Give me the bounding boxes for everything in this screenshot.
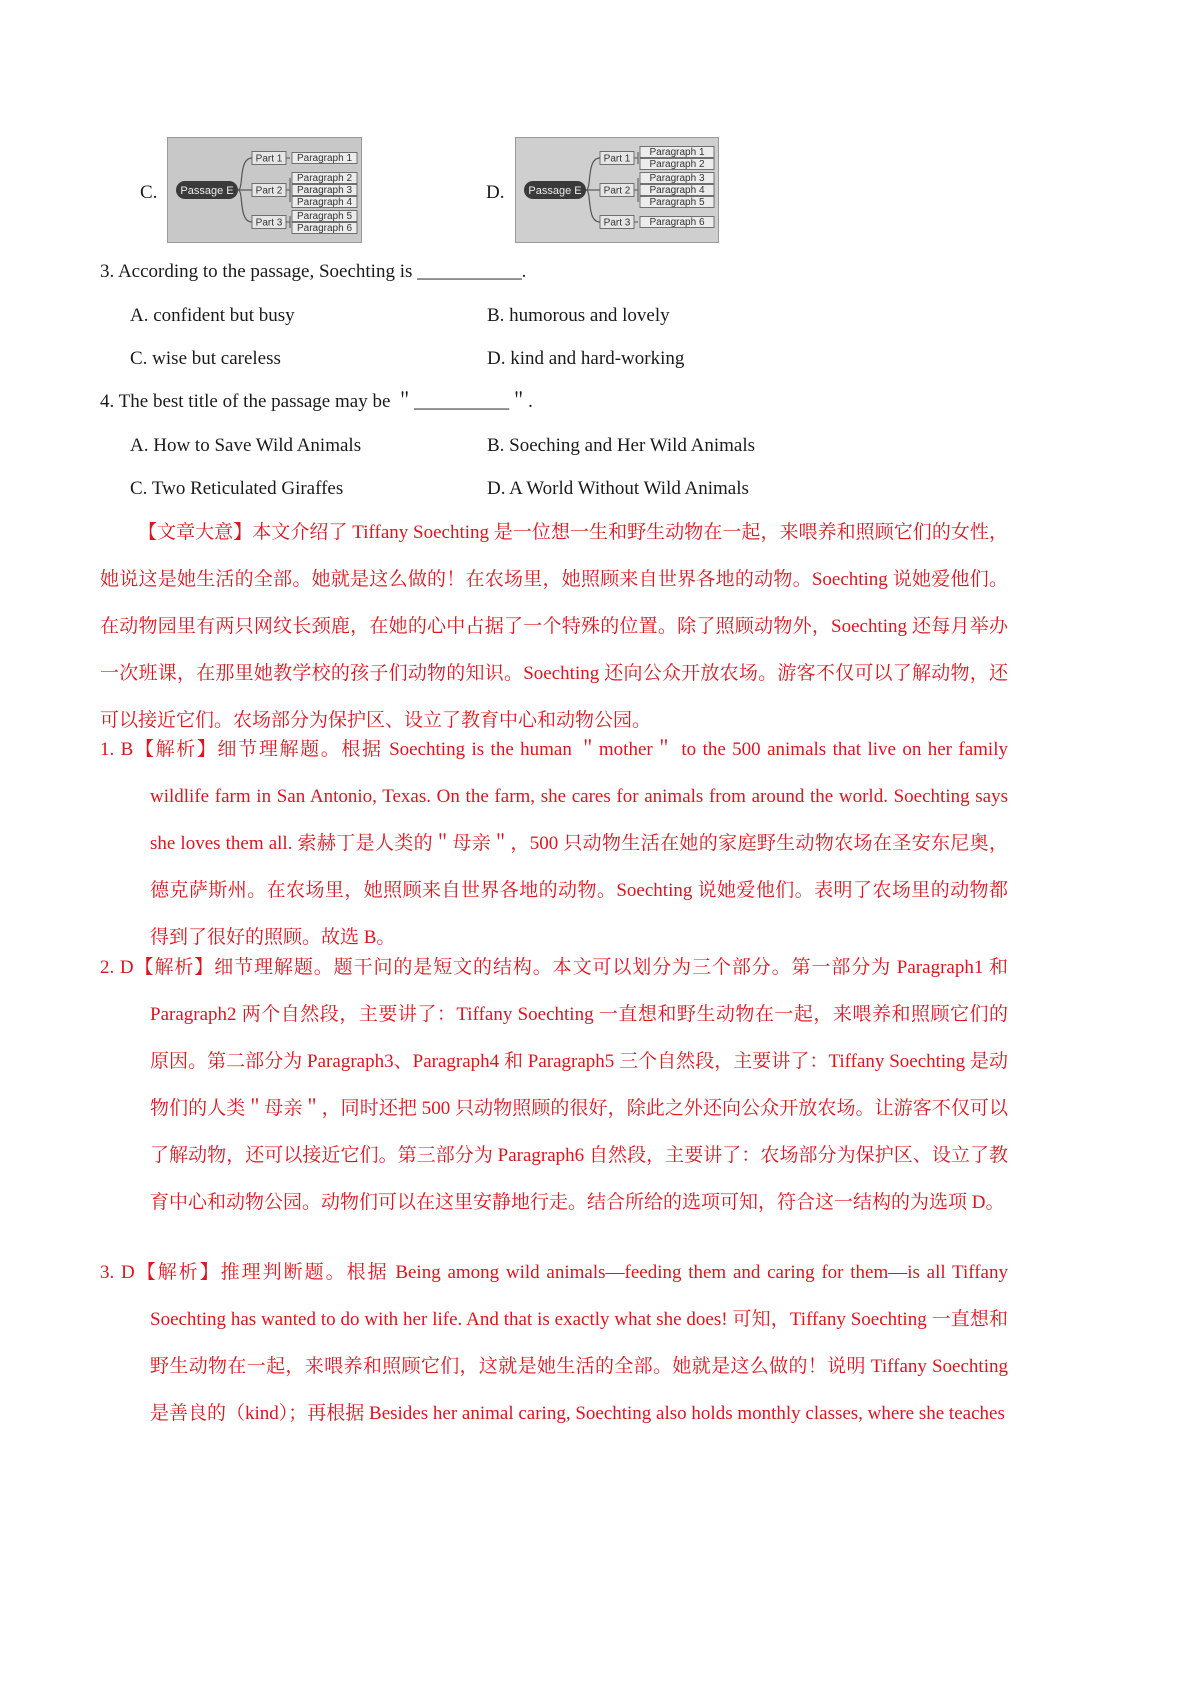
question-4-option-c: C. Two Reticulated Giraffes <box>130 478 344 499</box>
answer-2 <box>100 944 1008 1226</box>
diagram-d-root-node <box>524 181 586 199</box>
diagram-d-paragraph-label: Paragraph 4 <box>649 185 705 196</box>
diagram-c-paragraph-label: Paragraph 4 <box>296 197 353 208</box>
diagram-c-paragraph-label: Paragraph 3 <box>296 185 353 196</box>
diagram-c-part-label: Part 2 <box>255 185 283 197</box>
option-d-label: D. <box>486 182 505 203</box>
diagram-c-root-label: Passage E <box>180 185 234 197</box>
diagram-c-paragraph-label: Paragraph 1 <box>296 153 353 164</box>
answer-3 <box>100 1249 1008 1437</box>
diagram-d-paragraph-box <box>640 173 714 185</box>
answer-2-explanation: 【解析】细节理解题。题干问的是短文的结构。本文可以划分为三个部分。第一部分为 Paragraph1 和 Paragraph2 两个自然段，主要讲了：Tiffany Soechting 一直想和野生动物在一起，来喂养和照顾它们的原因。第二部分为 Paragraph3、Paragraph4 和 Paragraph5 三个自然段，主要讲了：Tiffany Soechting 是动物们的人类＂母亲＂，同时还把 500 只动物照顾的很好，除此之外还向公众开放农场。让游客不仅可以了解动物，还可以接近它们。第三部分为 Paragraph6 自然段，主要讲了：农场部分为保护区、设立了教育中心和动物公园。动物们可以在这里安静地行走。结合所给的选项可知，符合这一结构的为选项 D。 <box>133 957 1008 1213</box>
question-3-option-b: B. humorous and lovely <box>487 305 670 326</box>
answer-1-explanation: 【解析】细节理解题。根据 Soechting is the human ＂mother＂ to the 500 animals that live on her family wildlife farm in San Antonio, Texas. On the farm, she cares for animals from around the world. Soechting says she loves them all. 索赫丁是人类的＂母亲＂，500 只动物生活在她的家庭野生动物农场在圣安东尼奥，德克萨斯州。在农场里，她照顾来自世界各地的动物。Soechting 说她爱他们。表明了农场里的动物都得到了很好的照顾。故选 B。 <box>133 739 1008 948</box>
diagram-c-part-2 <box>238 173 357 209</box>
diagram-d-paragraph-box <box>640 185 714 197</box>
question-4-stem: 4. The best title of the passage may be ＂__________＂. <box>100 391 533 412</box>
diagram-d-part-label: Part 2 <box>603 185 631 197</box>
question-3-option-a: A. confident but busy <box>130 305 295 326</box>
diagram-c-root-node <box>176 181 238 199</box>
question-4-option-a: A. How to Save Wild Animals <box>130 435 362 456</box>
diagram-d-part-label: Part 1 <box>603 153 631 165</box>
diagram-c-paragraph-box <box>292 173 357 185</box>
option-c-diagram <box>167 137 362 243</box>
diagram-d-paragraph-box <box>640 217 714 229</box>
option-c-label: C. <box>140 182 158 203</box>
diagram-c-paragraph-box <box>292 197 357 209</box>
answer-3-number: 3. D <box>100 1262 135 1283</box>
diagram-c-paragraph-box <box>292 153 357 165</box>
diagram-c-part-label: Part 1 <box>255 153 283 165</box>
question-3-option-d: D. kind and hard-working <box>487 348 685 369</box>
diagram-d-root-label: Passage E <box>528 185 582 197</box>
diagram-c-paragraph-label: Paragraph 5 <box>296 211 353 222</box>
answer-1-number: 1. B <box>100 739 134 760</box>
diagram-c-part-label: Part 3 <box>255 217 283 229</box>
question-4-option-d: D. A World Without Wild Animals <box>487 478 749 499</box>
answer-1 <box>100 726 1008 961</box>
diagram-c-paragraph-label: Paragraph 2 <box>296 173 353 184</box>
question-4-option-b: B. Soeching and Her Wild Animals <box>487 435 756 456</box>
structure-diagram-c <box>168 138 361 242</box>
passage-summary: 【文章大意】本文介绍了 Tiffany Soechting 是一位想一生和野生动物在一起，来喂养和照顾它们的女性，她说这是她生活的全部。她就是这么做的！在农场里，她照顾来自世界各地的动物。Soechting 说她爱他们。在动物园里有两只网纹长颈鹿，在她的心中占据了一个特殊的位置。除了照顾动物外，Soechting 还每月举办一次班课，在那里她教学校的孩子们动物的知识。Soechting 还向公众开放农场。游客不仅可以了解动物，还可以接近它们。农场部分为保护区、设立了教育中心和动物公园。 <box>100 522 1008 731</box>
diagram-d-paragraph-box <box>640 147 714 159</box>
diagram-d-paragraph-label: Paragraph 1 <box>649 147 705 158</box>
diagram-c-paragraph-box <box>292 223 357 235</box>
diagram-d-part-label: Part 3 <box>603 217 631 229</box>
diagram-c-paragraph-box <box>292 185 357 197</box>
diagram-d-paragraph-box <box>640 159 714 171</box>
diagram-d-paragraph-box <box>640 197 714 209</box>
option-d-diagram <box>515 137 719 243</box>
diagram-d-paragraph-label: Paragraph 5 <box>649 197 705 208</box>
diagram-d-part-2 <box>586 173 714 209</box>
diagram-d-paragraph-label: Paragraph 3 <box>649 173 705 184</box>
diagram-c-paragraph-box <box>292 211 357 223</box>
diagram-d-paragraph-label: Paragraph 6 <box>649 217 705 228</box>
diagram-c-paragraph-label: Paragraph 6 <box>296 223 353 234</box>
question-3-stem: 3. According to the passage, Soechting is ___________. <box>100 261 527 282</box>
diagram-d-paragraph-label: Paragraph 2 <box>649 159 705 170</box>
structure-diagram-d <box>516 138 718 242</box>
question-3-option-c: C. wise but careless <box>130 348 281 369</box>
answer-2-number: 2. D <box>100 957 134 978</box>
answer-3-explanation: 【解析】推理判断题。根据 Being among wild animals—feeding them and caring for them—is all Tiffany Soechting has wanted to do with her life. And that is exactly what she does! 可知，Tiffany Soechting 一直想和野生动物在一起，来喂养和照顾它们，这就是她生活的全部。她就是这么做的！说明 Tiffany Soechting 是善良的（kind）；再根据 Besides her animal caring, Soechting also holds monthly classes, where she teaches <box>134 1262 1008 1424</box>
